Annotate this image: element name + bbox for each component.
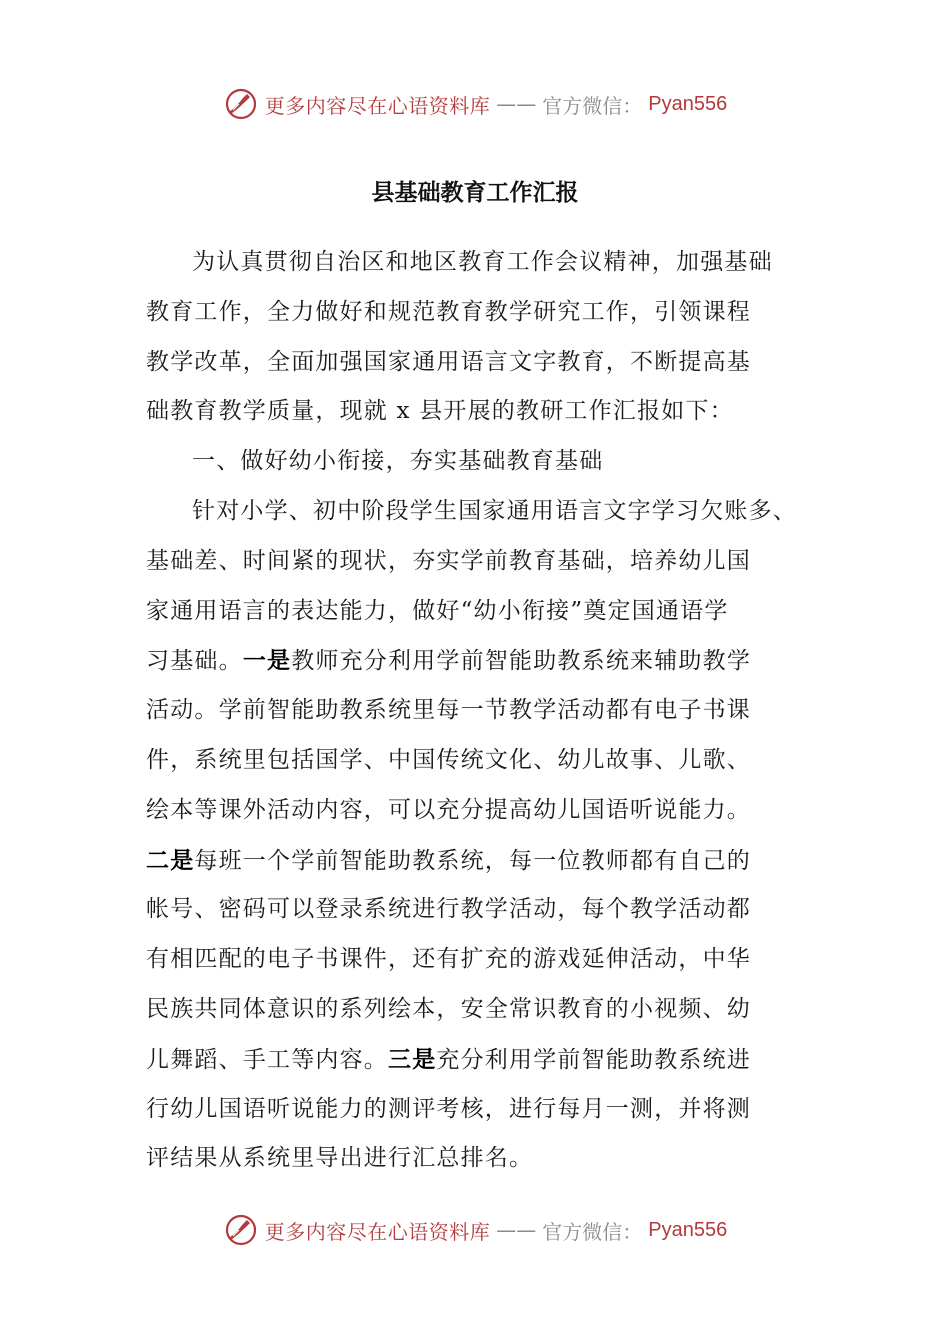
- line-text: 民族共同体意识的系列绘本，安全常识教育的小视频、幼: [146, 995, 751, 1022]
- pen-circle-logo-icon: [223, 1212, 259, 1248]
- watermark-official-label: 官方微信：: [542, 1219, 643, 1244]
- document-title: 县基础教育工作汇报: [371, 179, 579, 206]
- body-line: [146, 1035, 826, 1085]
- watermark-dash: ——: [496, 92, 537, 116]
- line-bold-marker: 一是: [242, 647, 292, 675]
- body-line: [146, 338, 826, 388]
- body-line: [146, 636, 826, 686]
- body-line: [146, 1085, 826, 1135]
- body-line: [146, 836, 826, 886]
- body-line: [146, 736, 826, 786]
- body-line: [146, 935, 826, 985]
- body-line: [146, 587, 826, 637]
- line-text: 行幼儿国语听说能力的测评考核，进行每月一测，并将测: [146, 1095, 751, 1122]
- watermark-official-label: 官方微信：: [542, 93, 643, 118]
- body-line: [146, 786, 826, 836]
- body-line: [146, 487, 826, 537]
- line-text: 教师充分利用学前智能助教系统来辅助教学: [291, 648, 752, 675]
- body-line: [146, 537, 826, 587]
- line-text: 为认真贯彻自治区和地区教育工作会议精神，加强基础: [192, 249, 773, 275]
- body-line: [146, 238, 826, 288]
- line-text: 件，系统里包括国学、中国传统文化、幼儿故事、儿歌、: [146, 746, 751, 773]
- watermark-wechat-id: Pyan556: [648, 92, 728, 115]
- line-text: 充分利用学前智能助教系统进: [436, 1046, 752, 1073]
- header-watermark: [0, 84, 950, 124]
- line-text: 家通用语言的表达能力，做好“幼小衔接”奠定国通语学: [146, 597, 729, 624]
- pen-circle-logo-icon: [223, 86, 259, 122]
- body-line: [146, 985, 826, 1035]
- line-text: 活动。学前智能助教系统里每一节教学活动都有电子书课: [146, 697, 751, 724]
- line-text: 帐号、密码可以登录系统进行教学活动，每个教学活动都: [146, 896, 751, 923]
- line-prefix: 习基础。: [146, 648, 243, 675]
- body-line: [146, 288, 826, 338]
- watermark-dash: ——: [496, 1218, 537, 1242]
- watermark-brand-text: 更多内容尽在心语资料库: [264, 93, 491, 118]
- line-text: 基础差、时间紧的现状，夯实学前教育基础，培养幼儿国: [146, 547, 751, 574]
- line-text: 评结果从系统里导出进行汇总排名。: [146, 1145, 534, 1172]
- body-line: [146, 885, 826, 935]
- footer-watermark: [0, 1210, 950, 1250]
- body-line: [146, 437, 826, 487]
- line-bold-marker: 二是: [146, 846, 195, 874]
- body-line: [146, 387, 826, 437]
- line-text: 绘本等课外活动内容，可以充分提高幼儿国语听说能力。: [146, 796, 751, 823]
- document-body: [146, 238, 826, 1184]
- body-line: [146, 1134, 826, 1184]
- line-text: 每班一个学前智能助教系统，每一位教师都有自己的: [194, 847, 752, 874]
- line-text: 有相匹配的电子书课件，还有扩充的游戏延伸活动，中华: [146, 946, 751, 973]
- watermark-brand-text: 更多内容尽在心语资料库: [264, 1219, 491, 1244]
- line-prefix: 儿舞蹈、手工等内容。: [146, 1046, 388, 1073]
- line-bold-marker: 三是: [388, 1045, 437, 1073]
- line-text: 针对小学、初中阶段学生国家通用语言文字学习欠账多、: [192, 497, 797, 524]
- body-line: [146, 686, 826, 736]
- line-text: 础教育教学质量，现就 x 县开展的教研工作汇报如下：: [146, 398, 734, 425]
- line-text: 教育工作，全力做好和规范教育教学研究工作，引领课程: [146, 298, 751, 325]
- line-text: 教学改革，全面加强国家通用语言文字教育，不断提高基: [146, 348, 751, 375]
- line-text: 一、做好幼小衔接，夯实基础教育基础: [192, 448, 604, 475]
- watermark-wechat-id: Pyan556: [648, 1218, 728, 1241]
